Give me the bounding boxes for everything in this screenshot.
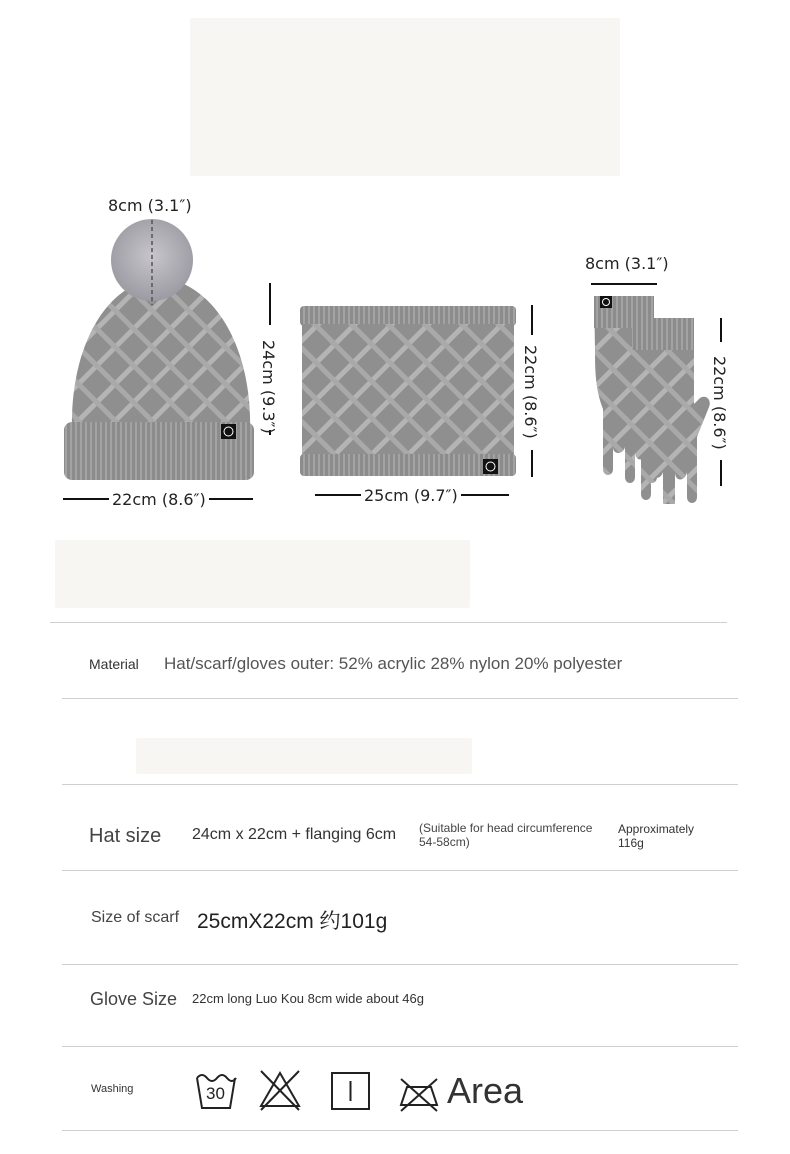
divider-4	[62, 870, 738, 871]
hat-pompom-dim: 8cm (3.1″)	[108, 196, 192, 215]
hat-size-value: 24cm x 22cm + flanging 6cm	[192, 826, 397, 843]
glove-size-label: Glove Size	[90, 989, 178, 1009]
tumble-dry-icon	[330, 1071, 372, 1111]
divider-3	[62, 784, 738, 785]
divider-2	[62, 698, 738, 699]
scarf-image	[298, 304, 520, 479]
scarf-height-dim: 22cm (8.6″)	[521, 345, 540, 439]
no-iron-icon	[397, 1073, 441, 1113]
hat-width-dim: 22cm (8.6″)	[109, 490, 209, 509]
gloves-image	[576, 292, 716, 504]
glove-height-dim: 22cm (8.6″)	[710, 356, 729, 450]
area-text: Area	[447, 1070, 524, 1111]
faint-block	[55, 540, 470, 608]
divider-1	[50, 622, 727, 623]
hat-weight: Approximately 116g	[618, 822, 695, 850]
scarf-size-label: Size of scarf	[91, 909, 180, 926]
hat-size-note: (Suitable for head circumference 54-58cm)	[419, 821, 593, 849]
top-banner	[190, 18, 620, 176]
hat-height-dim: 24cm (9.3″)	[259, 340, 278, 434]
divider-5	[62, 964, 738, 965]
glove-width-line	[591, 283, 657, 285]
material-value: Hat/scarf/gloves outer: 52% acrylic 28% nylon 20% polyester	[164, 654, 623, 673]
scarf-width-dim: 25cm (9.7″)	[361, 486, 461, 505]
wash-temp: 30	[206, 1084, 225, 1103]
scarf-size-value: 25cmX22cm 约101g	[197, 910, 388, 933]
divider-6	[62, 1046, 738, 1047]
hat-image	[60, 215, 265, 485]
glove-size-value: 22cm long Luo Kou 8cm wide about 46g	[192, 991, 424, 1006]
divider-7	[62, 1130, 738, 1131]
faint-strip	[136, 738, 472, 774]
glove-width-dim: 8cm (3.1″)	[585, 254, 669, 273]
hat-size-label: Hat size	[89, 825, 162, 847]
washing-label: Washing	[91, 1083, 134, 1095]
no-bleach-icon	[257, 1068, 303, 1112]
material-label: Material	[89, 656, 139, 672]
